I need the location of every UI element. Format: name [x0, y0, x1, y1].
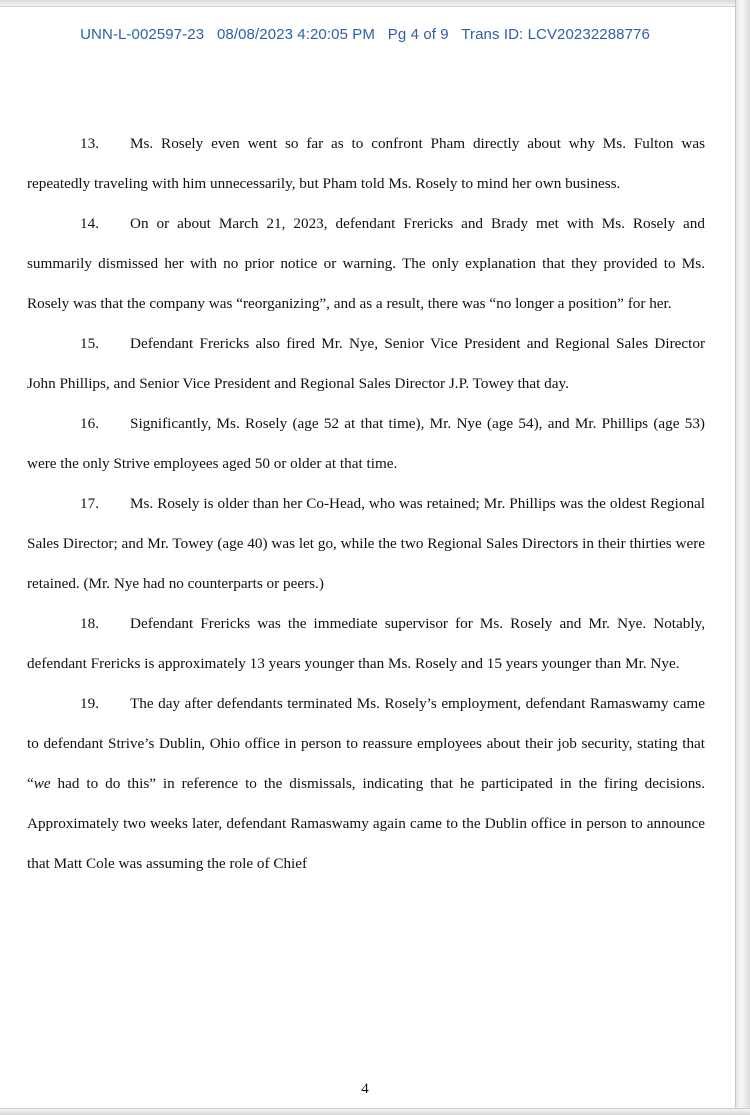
paragraph-text-end: had to do this” in reference to the dismissals, indicating that he participated in the firing decisions. Approximately two weeks later, defendant Ramaswamy again came to the Dublin office in person to announce that Matt Cole was assuming the role of Chief: [27, 775, 705, 872]
emphasis-text: we: [33, 775, 51, 792]
paragraph-19: [27, 684, 705, 884]
paragraph-number: 16.: [80, 415, 99, 432]
paragraph-18: [27, 604, 705, 684]
page-number: 4: [361, 1081, 369, 1097]
page-bottom-edge: [0, 1108, 750, 1115]
paragraph-number: 13.: [80, 135, 99, 152]
document-body: [27, 124, 705, 884]
paragraph-text-start: The day after defendants terminated Ms. Rosely’s employment, defendant Ramaswamy came to defendant Strive’s Dublin, Ohio office in person to reassure employees about their job security, stating that “: [27, 695, 705, 792]
paragraph-14: [27, 204, 705, 324]
paragraph-15: [27, 324, 705, 404]
paragraph-text: Significantly, Ms. Rosely (age 52 at that time), Mr. Nye (age 54), and Mr. Phillips (age 53) were the only Strive employees aged 50 or older at that time.: [27, 415, 705, 472]
filing-header-stamp: UNN-L-002597-23 08/08/2023 4:20:05 PM Pg 4 of 9 Trans ID: LCV20232288776: [80, 26, 650, 43]
paragraph-text: Defendant Frericks also fired Mr. Nye, Senior Vice President and Regional Sales Director John Phillips, and Senior Vice President and Regional Sales Director J.P. Towey that day.: [27, 335, 705, 392]
paragraph-number: 14.: [80, 215, 99, 232]
paragraph-number: 19.: [80, 695, 99, 712]
paragraph-text: Ms. Rosely even went so far as to confront Pham directly about why Ms. Fulton was repeatedly traveling with him unnecessarily, but Pham told Ms. Rosely to mind her own business.: [27, 135, 705, 192]
paragraph-text: On or about March 21, 2023, defendant Frericks and Brady met with Ms. Rosely and summarily dismissed her with no prior notice or warning. The only explanation that they provided to Ms. Rosely was that the company was “reorganizing”, and as a result, there was “no longer a position” for her.: [27, 215, 705, 312]
page-right-edge: [735, 0, 750, 1115]
paragraph-text: Ms. Rosely is older than her Co-Head, who was retained; Mr. Phillips was the oldest Regional Sales Director; and Mr. Towey (age 40) was let go, while the two Regional Sales Directors in their thirties were retained. (Mr. Nye had no counterparts or peers.): [27, 495, 705, 592]
paragraph-text: Defendant Frericks was the immediate supervisor for Ms. Rosely and Mr. Nye. Notably, defendant Frericks is approximately 13 years younger than Ms. Rosely and 15 years younger than Mr. Nye.: [27, 615, 705, 672]
page-top-edge: [0, 0, 750, 7]
paragraph-number: 15.: [80, 335, 99, 352]
paragraph-number: 18.: [80, 615, 99, 632]
paragraph-number: 17.: [80, 495, 99, 512]
paragraph-17: [27, 484, 705, 604]
paragraph-13: [27, 124, 705, 204]
paragraph-16: [27, 404, 705, 484]
